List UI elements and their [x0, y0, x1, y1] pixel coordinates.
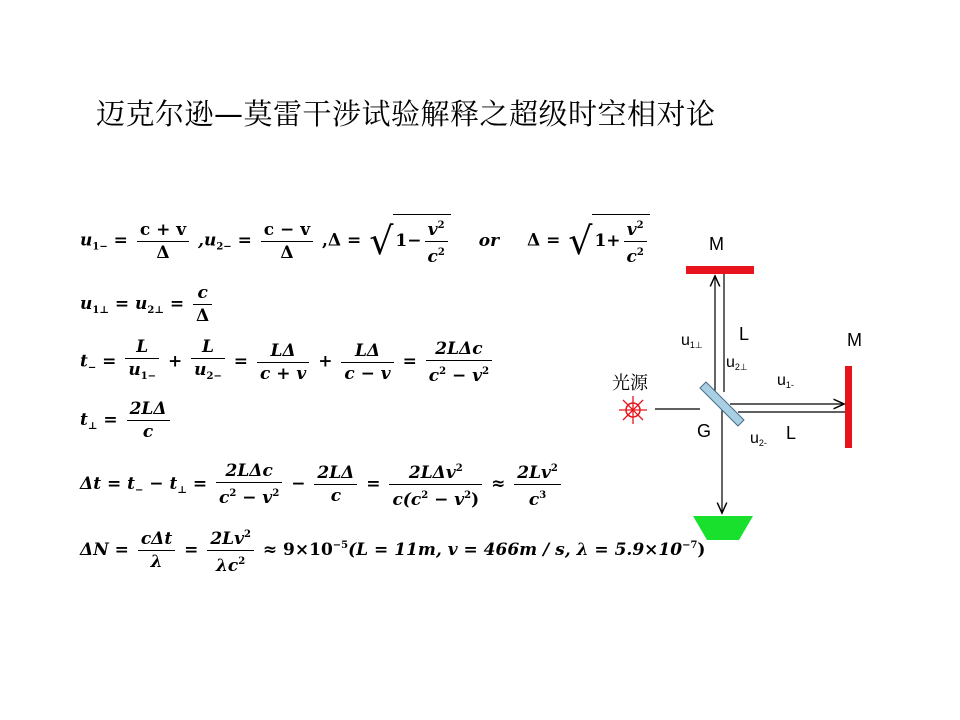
u2-parallel-label [750, 430, 767, 448]
denominator: c [626, 247, 637, 267]
exponent: −7 [682, 540, 698, 551]
denominator: c(c [392, 490, 422, 510]
numerator: c + v [137, 219, 189, 242]
exponent: 2 [464, 490, 472, 501]
eq-symbol: u [80, 294, 93, 314]
light-source-rays [619, 396, 647, 424]
eq-tail: ) [697, 540, 706, 560]
velocity-subscript: 2- [758, 438, 767, 448]
exponent: 2 [229, 488, 237, 499]
square-root: √ 1− $\frac{v^2}{c^2}$ [369, 214, 451, 268]
eq-symbol: − t [143, 474, 178, 494]
denominator: − v [446, 365, 483, 386]
light-source-icon [619, 396, 647, 424]
numerator: 2Lv [210, 529, 244, 549]
eq-subscript: 2− [206, 371, 222, 382]
numerator: v [626, 220, 637, 240]
exponent: 2 [439, 365, 447, 377]
beam-splitter-label: G [697, 421, 712, 441]
exponent: −5 [332, 540, 349, 551]
right-mirror-label: M [847, 330, 862, 350]
eq-operator: = [113, 230, 128, 251]
eq-operator: + [318, 351, 333, 372]
eq-operator: ≈ [491, 474, 506, 494]
velocity-subscript: 2⊥ [734, 362, 748, 372]
numerator: L [202, 337, 214, 357]
denominator: ) [471, 490, 480, 510]
denominator: λ [150, 552, 163, 572]
velocity-subscript: 1- [785, 380, 794, 390]
exponent: 2 [550, 463, 558, 474]
denominator: − v [236, 488, 273, 508]
eq-symbol: Δt = t [80, 474, 135, 494]
square-root: √ 1+ $\frac{v^2}{c^2}$ [568, 214, 650, 268]
eq-symbol: t [80, 351, 88, 372]
numerator: v [427, 220, 438, 240]
exponent: 2 [455, 463, 463, 474]
top-mirror-label: M [709, 234, 724, 254]
right-mirror [845, 366, 852, 448]
u1-parallel-label [777, 372, 794, 390]
numerator: 2LΔv [408, 463, 456, 483]
exponent: 2 [421, 490, 429, 501]
exponent: 2 [437, 220, 445, 231]
exponent: 2 [437, 247, 445, 258]
denominator: u [128, 360, 141, 380]
light-source-label: 光源 [612, 373, 648, 393]
denominator: c [219, 488, 230, 508]
eq-subscript: ⊥ [87, 421, 98, 432]
numerator: 2LΔc [435, 338, 483, 359]
eq-operator: = [184, 540, 199, 560]
numerator: 2LΔ [317, 463, 355, 483]
eq-subscript: 1− [92, 241, 108, 253]
eq-subscript: ⊥ [177, 485, 187, 496]
u1-perp-label [681, 332, 703, 351]
eq-operator: = [233, 351, 249, 372]
denominator: Δ [196, 306, 210, 326]
eq-symbol: t [80, 410, 88, 430]
top-mirror [686, 266, 754, 274]
denominator: Δ [156, 242, 170, 263]
denominator: λc [216, 556, 239, 576]
eq-operator: = [192, 474, 208, 494]
numerator: c [197, 283, 208, 303]
eq-symbol: ,u [198, 230, 217, 251]
denominator: c [427, 247, 438, 267]
denominator: c [330, 486, 342, 506]
denominator: − v [428, 490, 465, 510]
numerator: 2LΔc [225, 461, 273, 481]
eq-operator: = [102, 351, 117, 372]
eq-operator: + [167, 351, 183, 372]
exponent: 2 [636, 220, 644, 231]
eq-tail: ≈ 9×10 [262, 540, 333, 560]
or-word: or [478, 230, 500, 251]
eq-operator: = [237, 230, 252, 251]
eq-subscript: 2− [216, 241, 232, 253]
eq-operator: = [402, 351, 417, 372]
numerator: 2LΔ [129, 399, 167, 419]
eq-subscript: − [87, 362, 97, 374]
eq-operator: = [169, 294, 185, 314]
eq-operator: Δ = [526, 230, 561, 251]
exponent: 2 [238, 556, 246, 567]
numerator: c − v [261, 219, 313, 242]
denominator: c − v [344, 363, 391, 384]
velocity-subscript: 1⊥ [689, 340, 703, 350]
numerator: 2Lv [517, 463, 551, 483]
exponent: 2 [482, 365, 490, 377]
radicand-prefix: 1+ [594, 231, 621, 251]
numerator: LΔ [270, 340, 296, 361]
denominator: c [528, 490, 540, 510]
vertical-arm-length-label: L [739, 324, 750, 344]
u2-perp-label [726, 354, 748, 373]
exponent: 2 [272, 488, 280, 499]
denominator: c [428, 365, 440, 386]
eq-subscript: 1⊥ [92, 305, 109, 316]
eq-subscript: 2⊥ [147, 305, 164, 316]
exponent: 3 [539, 490, 547, 501]
numerator: LΔ [354, 340, 381, 361]
exponent: 2 [244, 529, 251, 540]
eq-operator: − [291, 474, 306, 494]
numerator: L [136, 337, 149, 357]
denominator: c + v [259, 363, 307, 384]
numerator: cΔt [140, 529, 173, 549]
velocity-symbol: u [777, 372, 786, 389]
eq-subscript: 1− [140, 371, 157, 382]
eq-symbol: = u [114, 294, 148, 314]
denominator: u [194, 360, 207, 380]
denominator: Δ [280, 242, 294, 263]
eq-operator: = [103, 410, 118, 430]
detector [693, 516, 753, 540]
radicand-prefix: 1− [395, 231, 422, 251]
eq-symbol: ΔN = [80, 540, 129, 560]
eq-tail: (L = 11m, v = 466m / s, λ = 5.9×10 [348, 540, 683, 560]
velocity-symbol: u [750, 430, 759, 447]
velocity-symbol: u [681, 332, 690, 349]
eq-operator: = [366, 474, 381, 494]
horizontal-arm-length-label: L [786, 423, 797, 443]
exponent: 2 [636, 247, 644, 258]
velocity-symbol: u [726, 354, 735, 371]
page-title: 迈克尔逊—莫雷干涉试验解释之超级时空相对论 [96, 97, 716, 131]
eq-operator: ,Δ = [322, 230, 362, 251]
denominator: c [142, 422, 154, 442]
eq-subscript: − [134, 485, 144, 496]
eq-symbol: u [80, 230, 93, 251]
